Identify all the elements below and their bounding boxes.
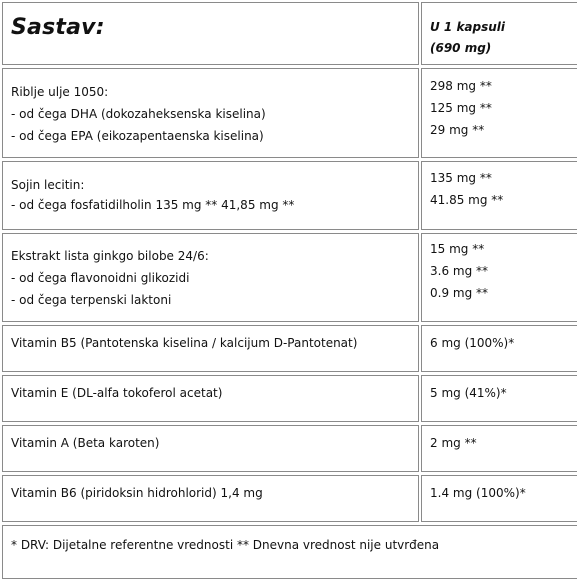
dose-heading: U 1 kapsuli <box>430 20 506 34</box>
ingredient-cell <box>2 425 419 472</box>
amount-cell <box>421 475 577 522</box>
dose-weight: (690 mg) <box>430 41 492 55</box>
amount-value: 3.6 mg ** <box>430 264 489 278</box>
ingredient-name: Riblje ulje 1050: <box>11 85 109 99</box>
ingredient-subitem: - od čega terpenski laktoni <box>11 293 172 307</box>
amount-cell <box>421 375 577 422</box>
ingredient-cell <box>2 233 419 322</box>
ingredient-name: Sojin lecitin: <box>11 178 85 192</box>
ingredient-cell <box>2 375 419 422</box>
ingredient-subitem: - od čega flavonoidni glikozidi <box>11 271 190 285</box>
amount-cell <box>421 161 577 230</box>
amount-value: 0.9 mg ** <box>430 286 489 300</box>
ingredient-subitem: - od čega DHA (dokozaheksenska kiselina) <box>11 107 266 121</box>
ingredient-cell <box>2 161 419 230</box>
ingredient-cell <box>2 475 419 522</box>
table-title: Sastav: <box>11 15 105 40</box>
ingredient-cell <box>2 68 419 158</box>
ingredient-name: Ekstrakt lista ginkgo bilobe 24/6: <box>11 249 209 263</box>
amount-value: 2 mg ** <box>430 436 477 450</box>
amount-value: 29 mg ** <box>430 123 485 137</box>
amount-value: 125 mg ** <box>430 101 492 115</box>
ingredient-name: Vitamin B6 (piridoksin hidrohlorid) 1,4 mg <box>11 486 263 500</box>
amount-value: 41.85 mg ** <box>430 193 504 207</box>
ingredient-subitem: - od čega EPA (eikozapentaenska kiselina) <box>11 129 264 143</box>
amount-value: 1.4 mg (100%)* <box>430 486 526 500</box>
footer-note-cell <box>2 525 577 579</box>
ingredient-name: Vitamin A (Beta karoten) <box>11 436 160 450</box>
amount-cell <box>421 68 577 158</box>
amount-value: 5 mg (41%)* <box>430 386 507 400</box>
header-dose-cell <box>421 2 577 65</box>
ingredient-cell <box>2 325 419 372</box>
amount-cell <box>421 325 577 372</box>
amount-cell <box>421 425 577 472</box>
header-label-cell <box>2 2 419 65</box>
amount-value: 15 mg ** <box>430 242 485 256</box>
ingredient-subitem: - od čega fosfatidilholin 135 mg ** 41,85 mg ** <box>11 198 295 212</box>
amount-value: 298 mg ** <box>430 79 492 93</box>
amount-cell <box>421 233 577 322</box>
amount-value: 135 mg ** <box>430 171 492 185</box>
footer-note: * DRV: Dijetalne referentne vrednosti ** Dnevna vrednost nije utvrđena <box>11 538 440 552</box>
amount-value: 6 mg (100%)* <box>430 336 515 350</box>
ingredient-name: Vitamin E (DL-alfa tokoferol acetat) <box>11 386 223 400</box>
ingredient-name: Vitamin B5 (Pantotenska kiselina / kalcijum D-Pantotenat) <box>11 336 358 350</box>
